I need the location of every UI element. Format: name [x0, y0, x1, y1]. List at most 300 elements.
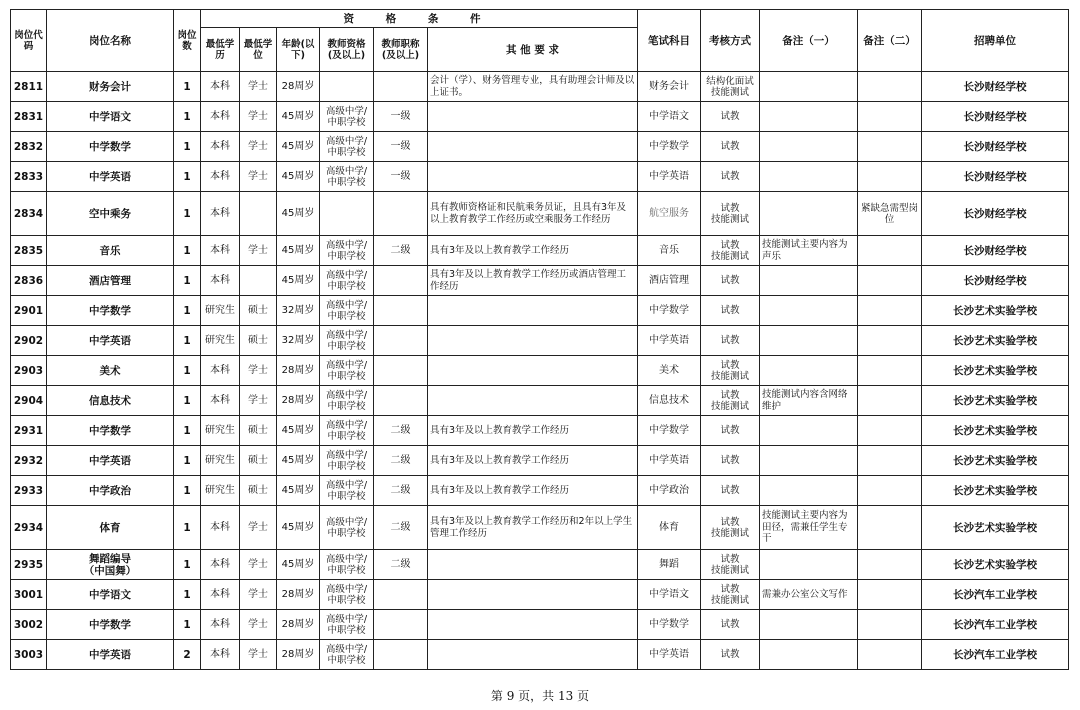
table-row — [11, 132, 1069, 162]
cell-other: 会计（学）、财务管理专业，具有助理会计师及以上证书。 — [428, 72, 638, 102]
cell-unit: 长沙艺术实验学校 — [922, 326, 1069, 356]
cell-count: 1 — [174, 132, 201, 162]
cell-code: 3003 — [11, 640, 47, 670]
cell-other — [428, 326, 638, 356]
cell-assess: 试教 技能测试 — [701, 580, 760, 610]
table-row — [11, 102, 1069, 132]
cell-count: 1 — [174, 326, 201, 356]
cell-age: 28周岁 — [277, 72, 320, 102]
cell-age: 45周岁 — [277, 476, 320, 506]
cell-code: 3001 — [11, 580, 47, 610]
cell-r1: 技能测试内容含网络维护 — [760, 386, 858, 416]
cell-unit: 长沙艺术实验学校 — [922, 506, 1069, 550]
cell-unit: 长沙财经学校 — [922, 102, 1069, 132]
table-row — [11, 416, 1069, 446]
table-row — [11, 476, 1069, 506]
cell-r2 — [858, 506, 922, 550]
cell-cert — [320, 192, 374, 236]
cell-unit: 长沙艺术实验学校 — [922, 356, 1069, 386]
header-unit: 招聘单位 — [922, 10, 1069, 72]
cell-r2 — [858, 640, 922, 670]
cell-cert: 高级中学/ 中职学校 — [320, 102, 374, 132]
cell-count: 1 — [174, 416, 201, 446]
cell-cert: 高级中学/ 中职学校 — [320, 416, 374, 446]
cell-assess: 试教 — [701, 132, 760, 162]
cell-assess: 试教 技能测试 — [701, 550, 760, 580]
cell-count: 1 — [174, 506, 201, 550]
cell-name: 中学数学 — [47, 296, 174, 326]
cell-title — [374, 610, 428, 640]
cell-r2 — [858, 296, 922, 326]
cell-r1 — [760, 446, 858, 476]
cell-name: 酒店管理 — [47, 266, 174, 296]
cell-unit: 长沙财经学校 — [922, 266, 1069, 296]
cell-age: 45周岁 — [277, 416, 320, 446]
cell-exam: 中学数学 — [638, 132, 701, 162]
cell-title — [374, 640, 428, 670]
cell-degree: 学士 — [240, 580, 277, 610]
cell-code: 2902 — [11, 326, 47, 356]
cell-other — [428, 132, 638, 162]
cell-name: 空中乘务 — [47, 192, 174, 236]
cell-r1 — [760, 192, 858, 236]
cell-title: 二级 — [374, 550, 428, 580]
cell-code: 2901 — [11, 296, 47, 326]
table-row — [11, 72, 1069, 102]
cell-age: 28周岁 — [277, 580, 320, 610]
cell-unit: 长沙艺术实验学校 — [922, 550, 1069, 580]
cell-r1 — [760, 356, 858, 386]
cell-title: 一级 — [374, 102, 428, 132]
cell-cert: 高级中学/ 中职学校 — [320, 550, 374, 580]
cell-other: 具有3年及以上教育教学工作经历 — [428, 416, 638, 446]
cell-code: 2904 — [11, 386, 47, 416]
cell-r2 — [858, 236, 922, 266]
cell-cert: 高级中学/ 中职学校 — [320, 506, 374, 550]
table-row — [11, 356, 1069, 386]
cell-age: 45周岁 — [277, 550, 320, 580]
header-min-degree: 最低学位 — [240, 28, 277, 72]
cell-code: 2932 — [11, 446, 47, 476]
header-age: 年龄(以下) — [277, 28, 320, 72]
cell-title — [374, 192, 428, 236]
cell-name: 中学语文 — [47, 580, 174, 610]
cell-degree: 学士 — [240, 550, 277, 580]
cell-unit: 长沙财经学校 — [922, 162, 1069, 192]
cell-count: 1 — [174, 102, 201, 132]
cell-r1 — [760, 296, 858, 326]
cell-cert — [320, 72, 374, 102]
cell-r2 — [858, 326, 922, 356]
cell-unit: 长沙财经学校 — [922, 132, 1069, 162]
cell-edu: 本科 — [201, 192, 240, 236]
cell-degree: 学士 — [240, 610, 277, 640]
cell-unit: 长沙财经学校 — [922, 192, 1069, 236]
cell-title: 二级 — [374, 416, 428, 446]
cell-count: 1 — [174, 72, 201, 102]
cell-count: 1 — [174, 610, 201, 640]
cell-unit: 长沙汽车工业学校 — [922, 580, 1069, 610]
cell-r2 — [858, 356, 922, 386]
cell-degree: 学士 — [240, 72, 277, 102]
table-row — [11, 580, 1069, 610]
cell-count: 1 — [174, 296, 201, 326]
cell-exam: 中学英语 — [638, 162, 701, 192]
cell-edu: 本科 — [201, 386, 240, 416]
cell-edu: 本科 — [201, 132, 240, 162]
cell-name: 中学数学 — [47, 416, 174, 446]
cell-other — [428, 610, 638, 640]
cell-code: 2935 — [11, 550, 47, 580]
cell-count: 1 — [174, 192, 201, 236]
cell-r1 — [760, 610, 858, 640]
cell-age: 45周岁 — [277, 266, 320, 296]
cell-name: 中学英语 — [47, 162, 174, 192]
cell-r1: 技能测试主要内容为田径，需兼任学生专干 — [760, 506, 858, 550]
cell-cert: 高级中学/ 中职学校 — [320, 446, 374, 476]
cell-r1 — [760, 640, 858, 670]
cell-assess: 结构化面试 技能测试 — [701, 72, 760, 102]
cell-degree: 硕士 — [240, 476, 277, 506]
cell-code: 2833 — [11, 162, 47, 192]
cell-degree: 硕士 — [240, 326, 277, 356]
cell-name: 中学数学 — [47, 610, 174, 640]
cell-age: 28周岁 — [277, 356, 320, 386]
cell-unit: 长沙汽车工业学校 — [922, 610, 1069, 640]
cell-other: 具有3年及以上教育教学工作经历或酒店管理工作经历 — [428, 266, 638, 296]
header-exam: 笔试科目 — [638, 10, 701, 72]
cell-edu: 研究生 — [201, 326, 240, 356]
cell-code: 2811 — [11, 72, 47, 102]
cell-title: 二级 — [374, 476, 428, 506]
cell-title — [374, 326, 428, 356]
cell-other — [428, 162, 638, 192]
table-row — [11, 162, 1069, 192]
cell-degree: 硕士 — [240, 416, 277, 446]
cell-unit: 长沙艺术实验学校 — [922, 476, 1069, 506]
cell-code: 2831 — [11, 102, 47, 132]
cell-assess: 试教 — [701, 266, 760, 296]
cell-degree: 硕士 — [240, 446, 277, 476]
table-row — [11, 296, 1069, 326]
cell-other — [428, 386, 638, 416]
cell-title: 二级 — [374, 446, 428, 476]
header-assess: 考核方式 — [701, 10, 760, 72]
cell-title — [374, 356, 428, 386]
cell-exam: 美术 — [638, 356, 701, 386]
table-row — [11, 326, 1069, 356]
cell-degree: 硕士 — [240, 296, 277, 326]
cell-exam: 酒店管理 — [638, 266, 701, 296]
cell-degree: 学士 — [240, 386, 277, 416]
cell-cert: 高级中学/ 中职学校 — [320, 296, 374, 326]
header-teacher-title: 教师职称(及以上) — [374, 28, 428, 72]
table-row — [11, 386, 1069, 416]
cell-title — [374, 580, 428, 610]
cell-age: 28周岁 — [277, 640, 320, 670]
cell-code: 2834 — [11, 192, 47, 236]
cell-edu: 研究生 — [201, 476, 240, 506]
header-remark2: 备注（二） — [858, 10, 922, 72]
header-other: 其 他 要 求 — [428, 28, 638, 72]
cell-age: 45周岁 — [277, 446, 320, 476]
cell-edu: 研究生 — [201, 296, 240, 326]
header-remark1: 备注（一） — [760, 10, 858, 72]
cell-code: 2934 — [11, 506, 47, 550]
cell-r1 — [760, 72, 858, 102]
cell-r2 — [858, 266, 922, 296]
cell-exam: 音乐 — [638, 236, 701, 266]
cell-degree: 学士 — [240, 132, 277, 162]
table-row — [11, 192, 1069, 236]
cell-unit: 长沙汽车工业学校 — [922, 640, 1069, 670]
cell-cert: 高级中学/ 中职学校 — [320, 162, 374, 192]
cell-exam: 中学数学 — [638, 416, 701, 446]
cell-r2 — [858, 162, 922, 192]
cell-assess: 试教 — [701, 416, 760, 446]
cell-count: 1 — [174, 446, 201, 476]
cell-unit: 长沙财经学校 — [922, 236, 1069, 266]
cell-name: 中学英语 — [47, 640, 174, 670]
cell-r1 — [760, 266, 858, 296]
cell-code: 2832 — [11, 132, 47, 162]
cell-age: 28周岁 — [277, 386, 320, 416]
cell-r1 — [760, 102, 858, 132]
cell-name: 舞蹈编导 （中国舞） — [47, 550, 174, 580]
cell-r1 — [760, 162, 858, 192]
cell-assess: 试教 — [701, 610, 760, 640]
cell-count: 1 — [174, 386, 201, 416]
cell-edu: 本科 — [201, 640, 240, 670]
cell-degree — [240, 192, 277, 236]
cell-name: 美术 — [47, 356, 174, 386]
cell-age: 45周岁 — [277, 236, 320, 266]
table-row — [11, 266, 1069, 296]
cell-r2 — [858, 550, 922, 580]
cell-degree: 学士 — [240, 640, 277, 670]
cell-cert: 高级中学/ 中职学校 — [320, 356, 374, 386]
cell-other: 具有3年及以上教育教学工作经历 — [428, 236, 638, 266]
cell-r2 — [858, 446, 922, 476]
cell-assess: 试教 — [701, 446, 760, 476]
cell-assess: 试教 — [701, 162, 760, 192]
cell-name: 财务会计 — [47, 72, 174, 102]
cell-exam: 中学英语 — [638, 446, 701, 476]
cell-cert: 高级中学/ 中职学校 — [320, 236, 374, 266]
cell-r2 — [858, 132, 922, 162]
cell-count: 1 — [174, 356, 201, 386]
cell-age: 28周岁 — [277, 610, 320, 640]
cell-age: 32周岁 — [277, 326, 320, 356]
cell-cert: 高级中学/ 中职学校 — [320, 326, 374, 356]
header-qualification: 资 格 条 件 — [201, 10, 638, 28]
cell-r1 — [760, 416, 858, 446]
cell-name: 中学数学 — [47, 132, 174, 162]
cell-edu: 研究生 — [201, 446, 240, 476]
cell-other — [428, 356, 638, 386]
cell-title: 二级 — [374, 236, 428, 266]
cell-count: 1 — [174, 476, 201, 506]
cell-age: 45周岁 — [277, 192, 320, 236]
cell-assess: 试教 技能测试 — [701, 356, 760, 386]
cell-edu: 本科 — [201, 550, 240, 580]
cell-code: 2835 — [11, 236, 47, 266]
cell-name: 中学政治 — [47, 476, 174, 506]
cell-r2 — [858, 580, 922, 610]
cell-degree: 学士 — [240, 356, 277, 386]
cell-cert: 高级中学/ 中职学校 — [320, 266, 374, 296]
cell-title: 一级 — [374, 132, 428, 162]
cell-name: 体育 — [47, 506, 174, 550]
table-row — [11, 550, 1069, 580]
cell-r2 — [858, 476, 922, 506]
cell-count: 1 — [174, 580, 201, 610]
cell-edu: 本科 — [201, 610, 240, 640]
cell-title — [374, 296, 428, 326]
cell-r1: 技能测试主要内容为声乐 — [760, 236, 858, 266]
table-row — [11, 236, 1069, 266]
cell-edu: 研究生 — [201, 416, 240, 446]
recruitment-table — [10, 9, 1069, 670]
cell-other: 具有3年及以上教育教学工作经历 — [428, 476, 638, 506]
cell-exam: 舞蹈 — [638, 550, 701, 580]
cell-r1 — [760, 476, 858, 506]
cell-edu: 本科 — [201, 580, 240, 610]
cell-other — [428, 580, 638, 610]
cell-edu: 本科 — [201, 356, 240, 386]
cell-title — [374, 386, 428, 416]
cell-unit: 长沙艺术实验学校 — [922, 296, 1069, 326]
cell-cert: 高级中学/ 中职学校 — [320, 580, 374, 610]
cell-assess: 试教 — [701, 640, 760, 670]
cell-age: 45周岁 — [277, 102, 320, 132]
table-row — [11, 446, 1069, 476]
cell-count: 1 — [174, 162, 201, 192]
cell-unit: 长沙艺术实验学校 — [922, 446, 1069, 476]
cell-exam: 中学语文 — [638, 580, 701, 610]
cell-assess: 试教 技能测试 — [701, 192, 760, 236]
cell-cert: 高级中学/ 中职学校 — [320, 132, 374, 162]
cell-exam: 中学英语 — [638, 326, 701, 356]
cell-edu: 本科 — [201, 162, 240, 192]
cell-age: 45周岁 — [277, 132, 320, 162]
cell-name: 中学语文 — [47, 102, 174, 132]
cell-edu: 本科 — [201, 266, 240, 296]
cell-degree: 学士 — [240, 102, 277, 132]
cell-count: 1 — [174, 550, 201, 580]
cell-degree: 学士 — [240, 236, 277, 266]
cell-title — [374, 72, 428, 102]
cell-degree: 学士 — [240, 506, 277, 550]
cell-edu: 本科 — [201, 102, 240, 132]
header-name: 岗位名称 — [47, 10, 174, 72]
cell-other: 具有3年及以上教育教学工作经历和2年以上学生管理工作经历 — [428, 506, 638, 550]
cell-age: 45周岁 — [277, 506, 320, 550]
cell-code: 2903 — [11, 356, 47, 386]
cell-title: 一级 — [374, 162, 428, 192]
cell-code: 2836 — [11, 266, 47, 296]
cell-name: 音乐 — [47, 236, 174, 266]
cell-name: 中学英语 — [47, 446, 174, 476]
cell-edu: 本科 — [201, 72, 240, 102]
cell-r1: 需兼办公室公文写作 — [760, 580, 858, 610]
cell-degree — [240, 266, 277, 296]
cell-assess: 试教 技能测试 — [701, 506, 760, 550]
cell-r2: 紧缺急需型岗位 — [858, 192, 922, 236]
cell-exam: 中学语文 — [638, 102, 701, 132]
cell-count: 2 — [174, 640, 201, 670]
cell-unit: 长沙财经学校 — [922, 72, 1069, 102]
cell-edu: 本科 — [201, 506, 240, 550]
table-row — [11, 610, 1069, 640]
cell-code: 2931 — [11, 416, 47, 446]
cell-unit: 长沙艺术实验学校 — [922, 386, 1069, 416]
cell-r2 — [858, 72, 922, 102]
cell-exam: 中学数学 — [638, 296, 701, 326]
cell-count: 1 — [174, 266, 201, 296]
cell-exam: 信息技术 — [638, 386, 701, 416]
cell-name: 中学英语 — [47, 326, 174, 356]
cell-exam: 中学数学 — [638, 610, 701, 640]
cell-assess: 试教 — [701, 102, 760, 132]
cell-r1 — [760, 550, 858, 580]
cell-assess: 试教 — [701, 476, 760, 506]
cell-assess: 试教 — [701, 296, 760, 326]
cell-other — [428, 550, 638, 580]
cell-r1 — [760, 326, 858, 356]
cell-assess: 试教 — [701, 326, 760, 356]
table-row — [11, 640, 1069, 670]
cell-other: 具有教师资格证和民航乘务员证，且具有3年及以上教育教学工作经历或空乘服务工作经历 — [428, 192, 638, 236]
cell-assess: 试教 技能测试 — [701, 236, 760, 266]
cell-exam: 中学政治 — [638, 476, 701, 506]
cell-cert: 高级中学/ 中职学校 — [320, 640, 374, 670]
cell-other: 具有3年及以上教育教学工作经历 — [428, 446, 638, 476]
cell-r2 — [858, 610, 922, 640]
cell-r2 — [858, 386, 922, 416]
cell-unit: 长沙艺术实验学校 — [922, 416, 1069, 446]
table-body — [11, 72, 1069, 670]
cell-age: 32周岁 — [277, 296, 320, 326]
cell-title — [374, 266, 428, 296]
cell-r1 — [760, 132, 858, 162]
header-teacher-cert: 教师资格(及以上) — [320, 28, 374, 72]
cell-cert: 高级中学/ 中职学校 — [320, 610, 374, 640]
cell-other — [428, 640, 638, 670]
cell-other — [428, 296, 638, 326]
cell-r2 — [858, 102, 922, 132]
cell-exam: 中学英语 — [638, 640, 701, 670]
cell-degree: 学士 — [240, 162, 277, 192]
table-row — [11, 506, 1069, 550]
cell-assess: 试教 技能测试 — [701, 386, 760, 416]
cell-exam: 体育 — [638, 506, 701, 550]
cell-edu: 本科 — [201, 236, 240, 266]
cell-name: 信息技术 — [47, 386, 174, 416]
cell-r2 — [858, 416, 922, 446]
cell-other — [428, 102, 638, 132]
header-count: 岗位数 — [174, 10, 201, 72]
cell-code: 2933 — [11, 476, 47, 506]
cell-cert: 高级中学/ 中职学校 — [320, 386, 374, 416]
cell-exam: 航空服务 — [638, 192, 701, 236]
cell-exam: 财务会计 — [638, 72, 701, 102]
header-min-edu: 最低学历 — [201, 28, 240, 72]
cell-count: 1 — [174, 236, 201, 266]
cell-title: 二级 — [374, 506, 428, 550]
page-footer: 第 9 页，共 13 页 — [490, 689, 590, 703]
cell-age: 45周岁 — [277, 162, 320, 192]
